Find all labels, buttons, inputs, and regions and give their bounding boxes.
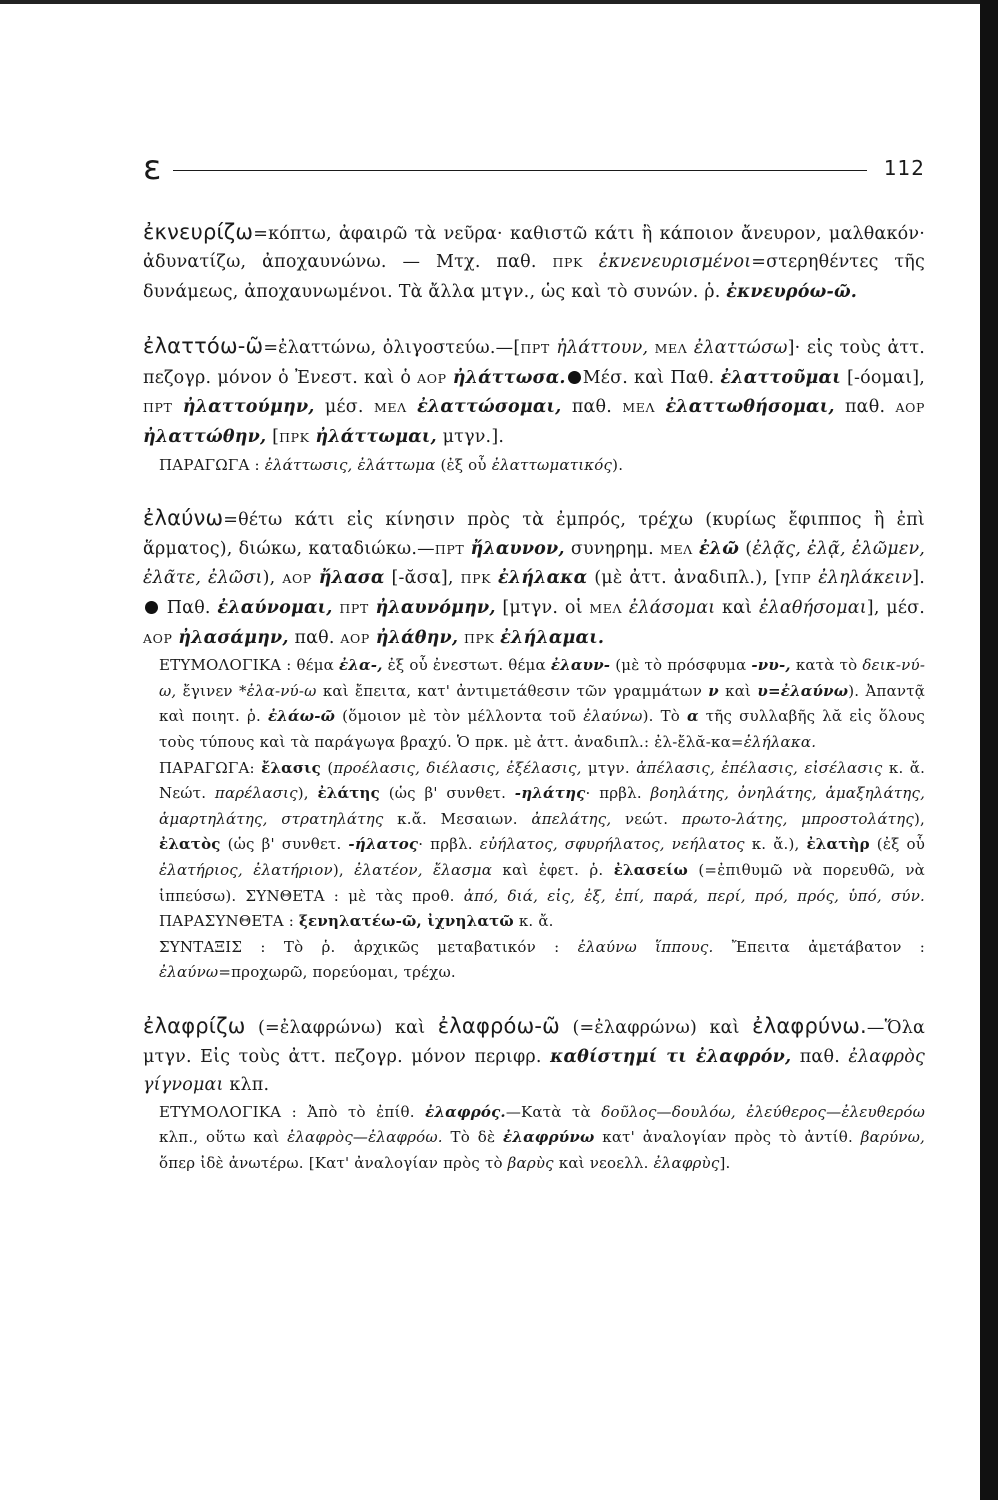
entry-paragoga: ΠΑΡΑΓΩΓΑ : ἐλάττωσις, ἐλάττωμα (ἐξ οὗ ἐλαττωματικός). [159,455,624,474]
scan-top-edge [0,0,998,4]
page-header [143,150,925,190]
bullet-dot [145,601,158,614]
header-rule [173,170,867,171]
page-number: 112 [883,156,925,180]
entry-etymologika: ΕΤΥΜΟΛΟΓΙΚΑ : Ἀπὸ τὸ ἐπίθ. ἐλαφρός.—Κατὰ τὰ δοῦλος—δουλόω, ἐλεύθερος—ἐλευθερόω κλπ., οὕτω καὶ ἐλαφρὸς—ἐλαφρόω. Τὸ δὲ ἐλαφρύνω κατ' ἀναλογίαν πρὸς τὸ ἀντίθ. βαρύνω, ὅπερ ἰδὲ ἀνωτέρω. [Κατ' ἀναλογίαν πρὸς τὸ βαρὺς καὶ νεοελλ. ἐλαφρὺς]. [159,1102,926,1172]
bullet-dot [568,371,581,384]
entry-elattoo: ἐλαττόω-ῶ=ἐλαττώνω, ὀλιγοστεύω.—[ΠΡΤ ἠλάττουν, ΜΕΛ ἐλαττώσω]· εἰς τοὺς ἀττ. πεζογρ. μόνον ὁ Ἐνεστ. καὶ ὁ ΑΟΡ ἠλάττωσα. Μέσ. καὶ Παθ. ἐλαττοῦμαι [-όομαι], ΠΡΤ ἠλαττούμην, μέσ. ΜΕΛ ἐλαττώσομαι, παθ. ΜΕΛ ἐλαττωθήσομαι, παθ. ΑΟΡ ἠλαττώθην, [ΠΡΚ ἠλάττωμαι, μτγν.]. ΠΑΡΑΓΩΓΑ : ἐλάττωσις, ἐλάττωμα (ἐξ οὗ ἐλαττωματικός). [143,332,925,478]
entry-paragoga: ΠΑΡΑΓΩΓΑ: ἔλασις (προέλασις, διέλασις, ἐξέλασις, μτγν. ἀπέλασις, ἐπέλασις, εἰσέλασις κ. ἄ. Νεώτ. παρέλασις), ἐλάτης (ὡς β' συνθετ. -ηλάτης· πρβλ. βοηλάτης, ὀνηλάτης, ἁμαξηλάτης, ἁμαρτηλάτης, στρατηλάτης κ.ἄ. Μεσαιων. ἀπελάτης, νεώτ. πρωτο-λάτης, μπροστολάτης), ἐλατὸς (ὡς β' συνθετ. -ήλατος· πρβλ. εὐήλατος, σφυρήλατος, νεήλατος κ. ἄ.), ἐλατὴρ (ἐξ οὗ ἐλατήριος, ἐλατήριον), ἐλατέον, ἔλασμα καὶ ἐφετ. ῥ. ἐλασείω (=ἐπιθυμῶ νὰ πορευθῶ, νὰ ἱππεύσω). ΣΥΝΘΕΤΑ : μὲ τὰς προθ. ἀπό, διά, εἰς, ἐξ, ἐπί, παρά, περί, πρό, πρός, ὑπό, σύν. ΠΑΡΑΣΥΝΘΕΤΑ : ξενηλατέω-ῶ, ἰχνηλατῶ κ. ἄ. [159,758,926,931]
section-letter: ε [143,148,162,188]
entry-eknevrizo: ἐκνευρίζω=κόπτω, ἀφαιρῶ τὰ νεῦρα· καθιστῶ κάτι ἢ κάποιον ἄνευρον, μαλθακόν· ἀδυνατίζω, ἀποχαυνώνω. — Μτχ. παθ. ΠΡΚ ἐκνενευρισμένοι=στερηθέντες τῆς δυνάμεως, ἀποχαυνωμένοι. Τὰ ἄλλα μτγν., ὡς καὶ τὸ συνών. ῥ. ἐκνευρόω-ῶ. [143,219,925,302]
headword: ἐκνευρίζω [143,219,254,244]
entry-etymologika: ΕΤΥΜΟΛΟΓΙΚΑ : θέμα ἐλα-, ἐξ οὗ ἐνεστωτ. θέμα ἐλαυν- (μὲ τὸ πρόσφυμα -νυ-, κατὰ τὸ δεικ-νύ-ω, ἔγινεν *ἐλα-νύ-ω καὶ ἔπειτα, κατ' ἀντιμετάθεσιν τῶν γραμμάτων ν καὶ υ=ἐλαύνω). Ἀπαντᾷ καὶ ποιητ. ῥ. ἐλάω-ῶ (ὅμοιον μὲ τὸν μέλλοντα τοῦ ἐλαύνω). Τὸ α τῆς συλλαβῆς λᾰ εἰς ὅλους τοὺς τύπους καὶ τὰ παράγωγα βραχύ. Ὁ πρκ. μὲ ἀττ. ἀναδιπλ.: ἐλ-ἔλᾰ-κα=ἐλήλακα. [159,656,926,751]
headword: ἐλαττόω-ῶ [143,334,264,359]
scan-right-edge [980,0,998,1500]
headword-2: ἐλαφρόω-ῶ [437,1013,560,1038]
headword: ἐλαφρίζω [143,1013,246,1038]
entry-elavno: ἐλαύνω=θέτω κάτι εἰς κίνησιν πρὸς τὰ ἐμπρός, τρέχω (κυρίως ἔφιππος ἢ ἐπὶ ἅρματος), διώκω, καταδιώκω.—ΠΡΤ ἤλαυνον, συνηρημ. ΜΕΛ ἐλῶ (ἐλᾷς, ἐλᾷ, ἐλῶμεν, ἐλᾶτε, ἐλῶσι), ΑΟΡ ἤλασα [-ᾰσα], ΠΡΚ ἐλήλακα (μὲ ἀττ. ἀναδιπλ.), [ΥΠΡ ἐληλάκειν]. Παθ. ἐλαύνομαι, ΠΡΤ ἠλαυνόμην, [μτγν. οἱ ΜΕΛ ἐλάσομαι καὶ ἐλαθήσομαι], μέσ. ΑΟΡ ἠλασάμην, παθ. ΑΟΡ ἠλάθην, ΠΡΚ ἐλήλαμαι. ΕΤΥΜΟΛΟΓΙΚΑ : θέμα ἐλα-, ἐξ οὗ ἐνεστωτ. θέμα ἐλαυν- (μὲ τὸ πρόσφυμα -νυ-, κατὰ τὸ δεικ-νύ-ω, ἔγινεν *ἐλα-νύ-ω καὶ ἔπειτα, κατ' ἀντιμετάθεσιν τῶν γραμμάτων ν καὶ υ=ἐλαύνω). Ἀπαντᾷ καὶ ποιητ. ῥ. ἐλάω-ῶ (ὅμοιον μὲ τὸν μέλλοντα τοῦ ἐλαύνω). Τὸ α τῆς συλλαβῆς λᾰ εἰς ὅλους τοὺς τύπους καὶ τὰ παράγωγα βραχύ. Ὁ πρκ. μὲ ἀττ. ἀναδιπλ.: ἐλ-ἔλᾰ-κα=ἐλήλακα. ΠΑΡΑΓΩΓΑ: ἔλασις (προέλασις, διέλασις, ἐξέλασις, μτγν. ἀπέλασις, ἐπέλασις, εἰσέλασις κ. ἄ. Νεώτ. παρέλασις), ἐλάτης (ὡς β' συνθετ. -ηλάτης· πρβλ. βοηλάτης, ὀνηλάτης, ἁμαξηλάτης, ἁμαρτηλάτης, στρατηλάτης κ.ἄ. Μεσαιων. ἀπελάτης, νεώτ. πρωτο-λάτης, μπροστολάτης), ἐλατὸς (ὡς β' συνθετ. -ήλατος· πρβλ. εὐήλατος, σφυρήλατος, νεήλατος κ. ἄ.), ἐλατὴρ (ἐξ οὗ ἐλατήριος, ἐλατήριον), ἐλατέον, ἔλασμα καὶ ἐφετ. ῥ. ἐλασείω (=ἐπιθυμῶ νὰ πορευθῶ, νὰ ἱππεύσω). ΣΥΝΘΕΤΑ : μὲ τὰς προθ. ἀπό, διά, εἰς, ἐξ, ἐπί, παρά, περί, πρό, πρός, ὑπό, σύν. ΠΑΡΑΣΥΝΘΕΤΑ : ξενηλατέω-ῶ, ἰχνηλατῶ κ. ἄ. ΣΥΝΤΑΞΙΣ : Τὸ ῥ. ἀρχικῶς μεταβατικόν : ἐλαύνω ἵππους. Ἔπειτα ἀμετάβατον : ἐλαύνω=προχωρῶ, πορεύομαι, τρέχω. [143,504,925,986]
dictionary-body [143,200,925,1203]
headword: ἐλαύνω [143,506,224,531]
headword-3: ἐλαφρύνω. [752,1013,867,1038]
entry-elafrizo: ἐλαφρίζω (=ἐλαφρώνω) καὶ ἐλαφρόω-ῶ (=ἐλαφρώνω) καὶ ἐλαφρύνω.—Ὅλα μτγν. Εἰς τοὺς ἀττ. πεζογρ. μόνον περιφρ. καθίστημί τι ἐλαφρόν, παθ. ἐλαφρὸς γίγνομαι κλπ. ΕΤΥΜΟΛΟΓΙΚΑ : Ἀπὸ τὸ ἐπίθ. ἐλαφρός.—Κατὰ τὰ δοῦλος—δουλόω, ἐλεύθερος—ἐλευθερόω κλπ., οὕτω καὶ ἐλαφρὸς—ἐλαφρόω. Τὸ δὲ ἐλαφρύνω κατ' ἀναλογίαν πρὸς τὸ ἀντίθ. βαρύνω, ὅπερ ἰδὲ ἀνωτέρω. [Κατ' ἀναλογίαν πρὸς τὸ βαρὺς καὶ νεοελλ. ἐλαφρὺς]. [143,1012,925,1177]
entry-syntaxis: ΣΥΝΤΑΞΙΣ : Τὸ ῥ. ἀρχικῶς μεταβατικόν : ἐλαύνω ἵππους. Ἔπειτα ἀμετάβατον : ἐλαύνω=προχωρῶ, πορεύομαι, τρέχω. [159,937,925,982]
